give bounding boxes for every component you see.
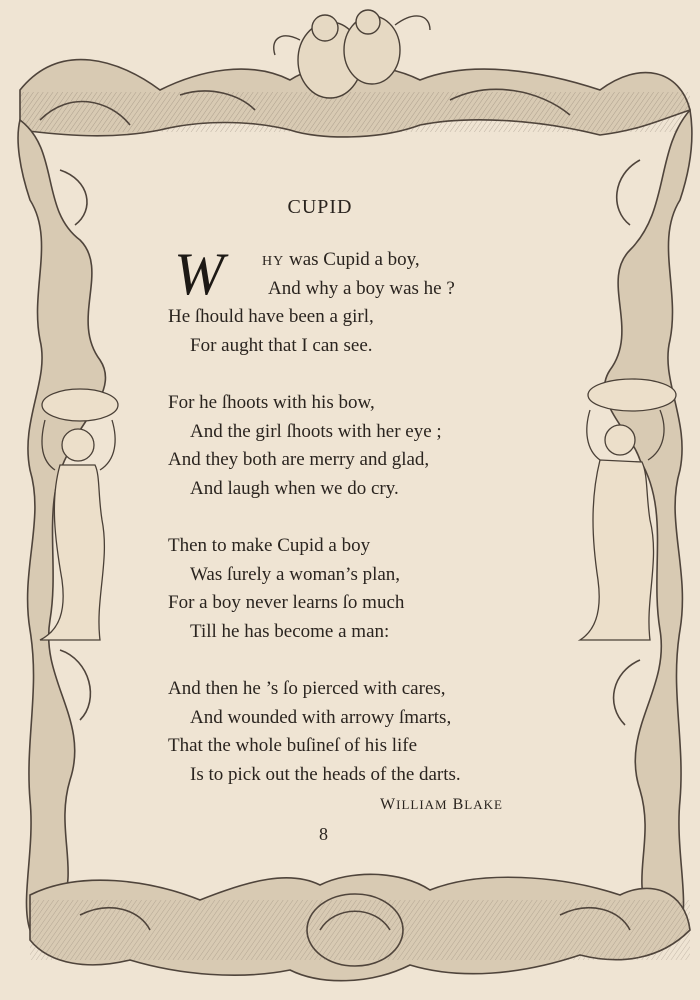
poem-title: CUPID: [287, 196, 353, 218]
poem-line: Is to pick out the heads of the darts.: [190, 763, 461, 785]
first-word-small-caps: HY: [262, 254, 285, 269]
stanza: [168, 241, 548, 360]
poem-line: For he ſhoots with his bow,: [168, 392, 375, 413]
drop-cap: W: [174, 241, 224, 307]
page-number: 8: [319, 824, 328, 844]
poem-line: And laugh when we do cry.: [190, 477, 399, 499]
poem-line: For aught that I can see.: [190, 334, 373, 356]
author-attribution: [380, 796, 503, 814]
author-first-initial: W: [380, 796, 397, 813]
poem-line: He ſhould have been a girl,: [168, 306, 374, 327]
author-last-initial: B: [452, 796, 465, 813]
poem-line: And then he ’s ſo pierced with cares,: [168, 678, 446, 699]
first-line-text: was Cupid a boy,: [284, 249, 420, 270]
poem-line: That the whole buſineſ of his life: [168, 735, 418, 756]
poem-line: Then to make Cupid a boy: [168, 535, 371, 556]
poem-line: And wounded with arrowy ſmarts,: [190, 706, 452, 728]
poem-body: [168, 241, 548, 818]
poem-line: And they both are merry and glad,: [168, 449, 430, 470]
poem-line: And the girl ſhoots with her eye ;: [190, 420, 442, 442]
stanza: [168, 532, 548, 646]
poem-line: Was ſurely a woman’s plan,: [190, 563, 401, 585]
author-first-rest: ILLIAM: [396, 797, 448, 812]
stanza: [168, 675, 548, 789]
author-last-rest: LAKE: [464, 797, 503, 812]
poem-line: Till he has become a man:: [190, 620, 390, 642]
poem-line: For a boy never learns ſo much: [168, 592, 405, 613]
poem-line: And why a boy was he ?: [268, 277, 455, 299]
stanza: [168, 389, 548, 503]
